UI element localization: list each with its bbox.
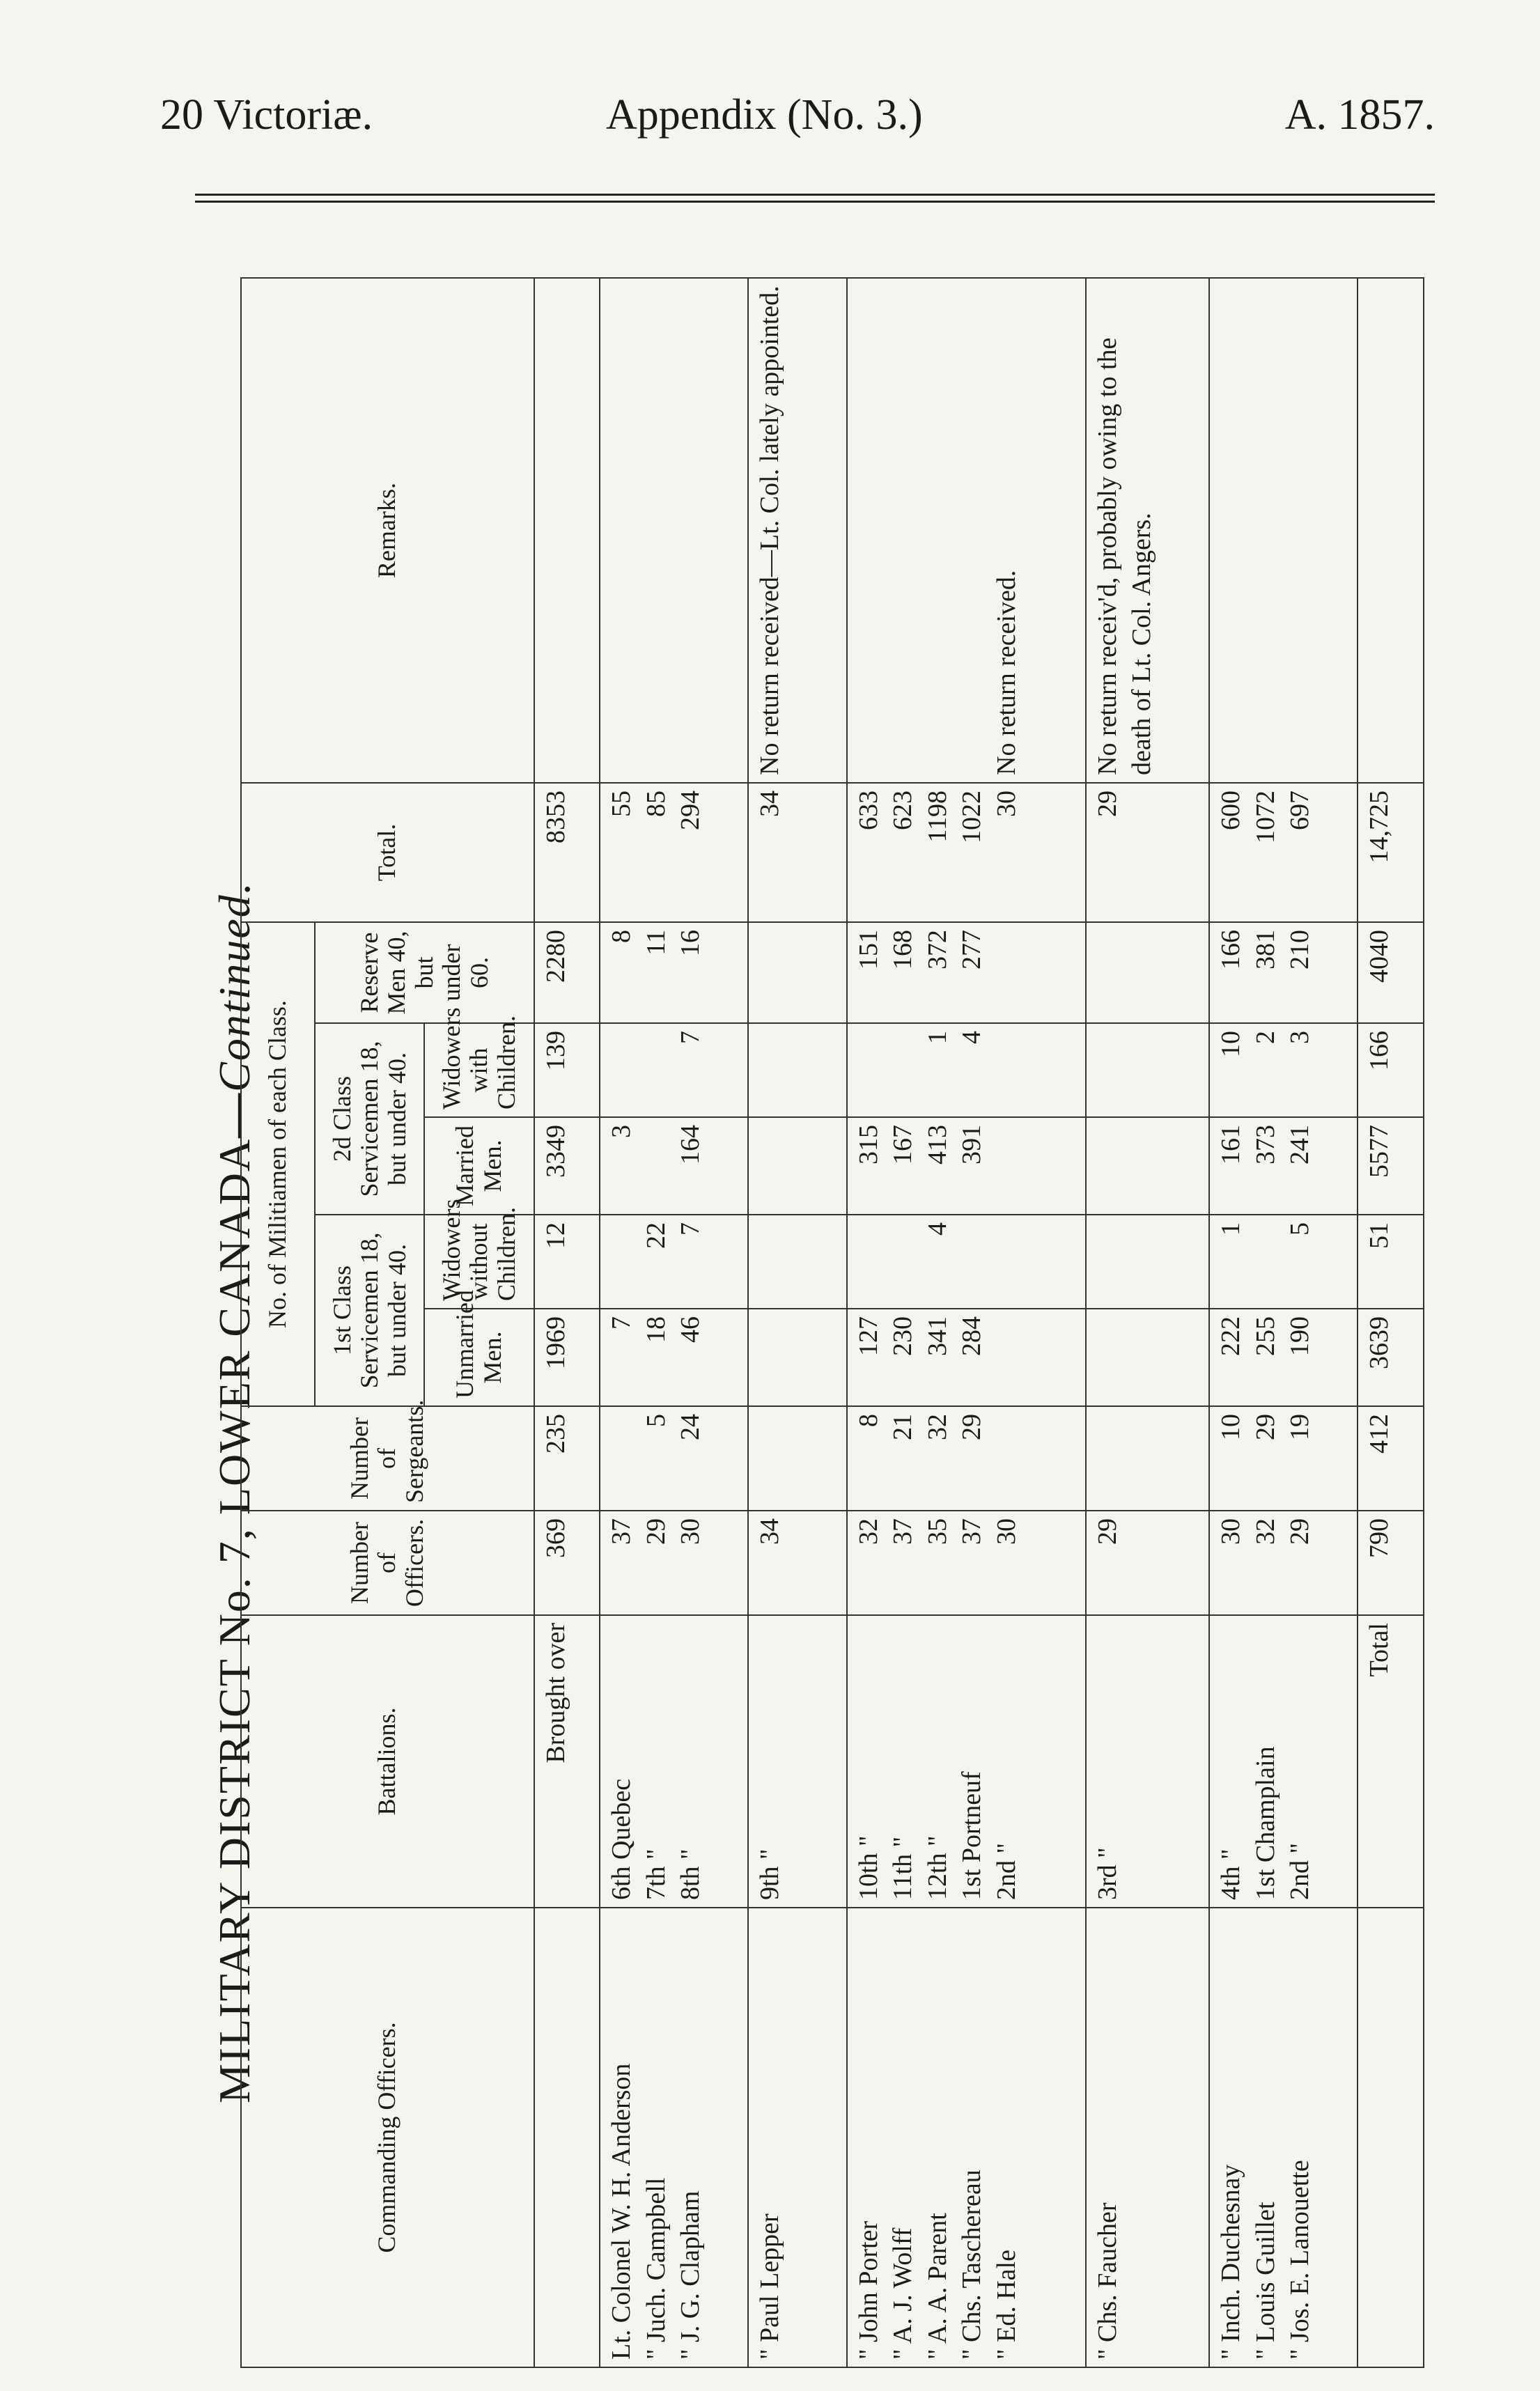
table-title: MILITARY DISTRICT No. 7, LOWER CANADA—Continued. [210, 881, 259, 2103]
cell-widowers-with: 166 [1358, 1023, 1424, 1117]
cell-unmarried: 222 255 190 [1209, 1309, 1358, 1406]
header-widowers-with: Widowers with Children. [424, 1023, 534, 1117]
cell-reserve [1086, 922, 1209, 1023]
cell-remarks: No return received. [847, 278, 1086, 783]
cell-officers-names: " Paul Lepper [748, 1908, 847, 2367]
cell-remarks [600, 278, 748, 783]
cell-battalions: 4th " 1st Champlain 2nd " [1209, 1615, 1358, 1908]
cell-widowers-with: 10 2 3 [1209, 1023, 1358, 1117]
cell-num-sergeants: 5 24 [600, 1406, 748, 1511]
cell-reserve [748, 922, 847, 1023]
cell-total: 8353 [534, 783, 600, 922]
header-widowers-without: Widowers without Children. [424, 1215, 534, 1309]
table-row-group-5 [1209, 278, 1358, 2367]
cell-unmarried [748, 1309, 847, 1406]
table-row-group-1 [600, 278, 748, 2367]
cell-officers-names: Lt. Colonel W. H. Anderson " Juch. Campbell " J. G. Clapham [600, 1908, 748, 2367]
cell-total: 34 [748, 783, 847, 922]
header-rule-bottom [195, 201, 1435, 203]
cell-officers-names: " John Porter " A. J. Wolff " A. A. Parent " Chs. Taschereau " Ed. Hale [847, 1908, 1086, 2367]
cell-married: 315 167 413 391 [847, 1117, 1086, 1215]
header-battalions: Battalions. [241, 1615, 534, 1908]
cell-widowers-without: 12 [534, 1215, 600, 1309]
header-class-group: No. of Militiamen of each Class. [241, 922, 315, 1406]
cell-married [1086, 1117, 1209, 1215]
cell-married: 3349 [534, 1117, 600, 1215]
cell-reserve: 151 168 372 277 [847, 922, 1086, 1023]
cell-total: 55 85 294 [600, 783, 748, 922]
table-row-group-2 [748, 278, 847, 2367]
cell-num-officers: 32 37 35 37 30 [847, 1511, 1086, 1615]
cell-remarks [1209, 278, 1358, 783]
cell-battalions: 9th " [748, 1615, 847, 1908]
cell-sergeants: 412 [1358, 1406, 1424, 1511]
cell-num-sergeants: 8 21 32 29 [847, 1406, 1086, 1511]
table-row-brought-over [534, 278, 600, 2367]
cell-num-officers: 29 [1086, 1511, 1209, 1615]
cell-brought-over-label: Brought over [534, 1615, 600, 1908]
table-row-group-3 [847, 278, 1086, 2367]
cell-widowers-without: 51 [1358, 1215, 1424, 1309]
cell-reserve: 166 381 210 [1209, 922, 1358, 1023]
cell-battalions: 6th Quebec 7th " 8th " [600, 1615, 748, 1908]
cell-married: 161 373 241 [1209, 1117, 1358, 1215]
header-year: A. 1857. [1284, 91, 1435, 139]
cell-num-sergeants: 10 29 19 [1209, 1406, 1358, 1511]
cell-widowers-without [748, 1215, 847, 1309]
cell-widowers-with [748, 1023, 847, 1117]
cell-married: 5577 [1358, 1117, 1424, 1215]
cell-widowers-without [1086, 1215, 1209, 1309]
cell-married [748, 1117, 847, 1215]
cell-battalions: 10th " 11th " 12th " 1st Portneuf 2nd " [847, 1615, 1086, 1908]
cell-num-sergeants [1086, 1406, 1209, 1511]
cell-remarks [1358, 278, 1424, 783]
cell-unmarried: 127 230 341 284 [847, 1309, 1086, 1406]
cell-sergeants: 235 [534, 1406, 600, 1511]
header-num-sergeants: Number of Sergeants. [241, 1406, 534, 1511]
cell-num-officers: 30 32 29 [1209, 1511, 1358, 1615]
militia-table [240, 279, 1424, 2368]
cell-married: 3 164 [600, 1117, 748, 1215]
cell-unmarried: 1969 [534, 1309, 600, 1406]
cell-widowers-without: 22 7 [600, 1215, 748, 1309]
header-remarks: Remarks. [241, 278, 534, 783]
cell-widowers-with [1086, 1023, 1209, 1117]
header-total: Total. [241, 783, 534, 922]
cell-total: 14,725 [1358, 783, 1424, 922]
cell-battalions: 3rd " [1086, 1615, 1209, 1908]
cell-total: 600 1072 697 [1209, 783, 1358, 922]
cell-remarks: No return receiv'd, probably owing to the death of Lt. Col. Angers. [1086, 278, 1209, 783]
cell-reserve: 8 11 16 [600, 922, 748, 1023]
header-rule-top [195, 194, 1435, 196]
cell-num-officers: 34 [748, 1511, 847, 1615]
cell-unmarried [1086, 1309, 1209, 1406]
header-num-officers: Number of Officers. [241, 1511, 534, 1615]
cell-officers-names: " Chs. Faucher [1086, 1908, 1209, 2367]
cell-officers-names: " Inch. Duchesnay " Louis Guillet " Jos. E. Lanouette [1209, 1908, 1358, 2367]
cell-widowers-with: 139 [534, 1023, 600, 1117]
cell-num-officers: 37 29 30 [600, 1511, 748, 1615]
cell-total: 29 [1086, 783, 1209, 922]
cell-empty [534, 1908, 600, 2367]
header-married: Married Men. [424, 1117, 534, 1215]
cell-total-label: Total [1358, 1615, 1424, 1908]
cell-widowers-with: 1 4 [847, 1023, 1086, 1117]
cell-num-sergeants [748, 1406, 847, 1511]
header-session: 20 Victoriæ. [160, 91, 373, 139]
cell-unmarried: 3639 [1358, 1309, 1424, 1406]
table-row-totals [1358, 278, 1424, 2367]
page-header [160, 91, 1435, 153]
header-appendix: Appendix (No. 3.) [606, 91, 923, 139]
header-reserve: Reserve Men 40, but under 60. [315, 922, 534, 1023]
cell-officers: 369 [534, 1511, 600, 1615]
header-officers: Commanding Officers. [241, 1908, 534, 2367]
header-second-class: 2d Class Servicemen 18, but under 40. [315, 1023, 424, 1215]
cell-reserve: 2280 [534, 922, 600, 1023]
header-unmarried: Unmarried Men. [424, 1309, 534, 1406]
cell-reserve: 4040 [1358, 922, 1424, 1023]
cell-remarks: No return received—Lt. Col. lately appointed. [748, 278, 847, 783]
cell-officers: 790 [1358, 1511, 1424, 1615]
cell-remarks [534, 278, 600, 783]
cell-widowers-without: 4 [847, 1215, 1086, 1309]
header-first-class: 1st Class Servicemen 18, but under 40. [315, 1215, 424, 1406]
cell-widowers-without: 1 5 [1209, 1215, 1358, 1309]
cell-unmarried: 7 18 46 [600, 1309, 748, 1406]
cell-total: 633 623 1198 1022 30 [847, 783, 1086, 922]
table-row-group-4 [1086, 278, 1209, 2367]
cell-empty [1358, 1908, 1424, 2367]
cell-widowers-with: 7 [600, 1023, 748, 1117]
